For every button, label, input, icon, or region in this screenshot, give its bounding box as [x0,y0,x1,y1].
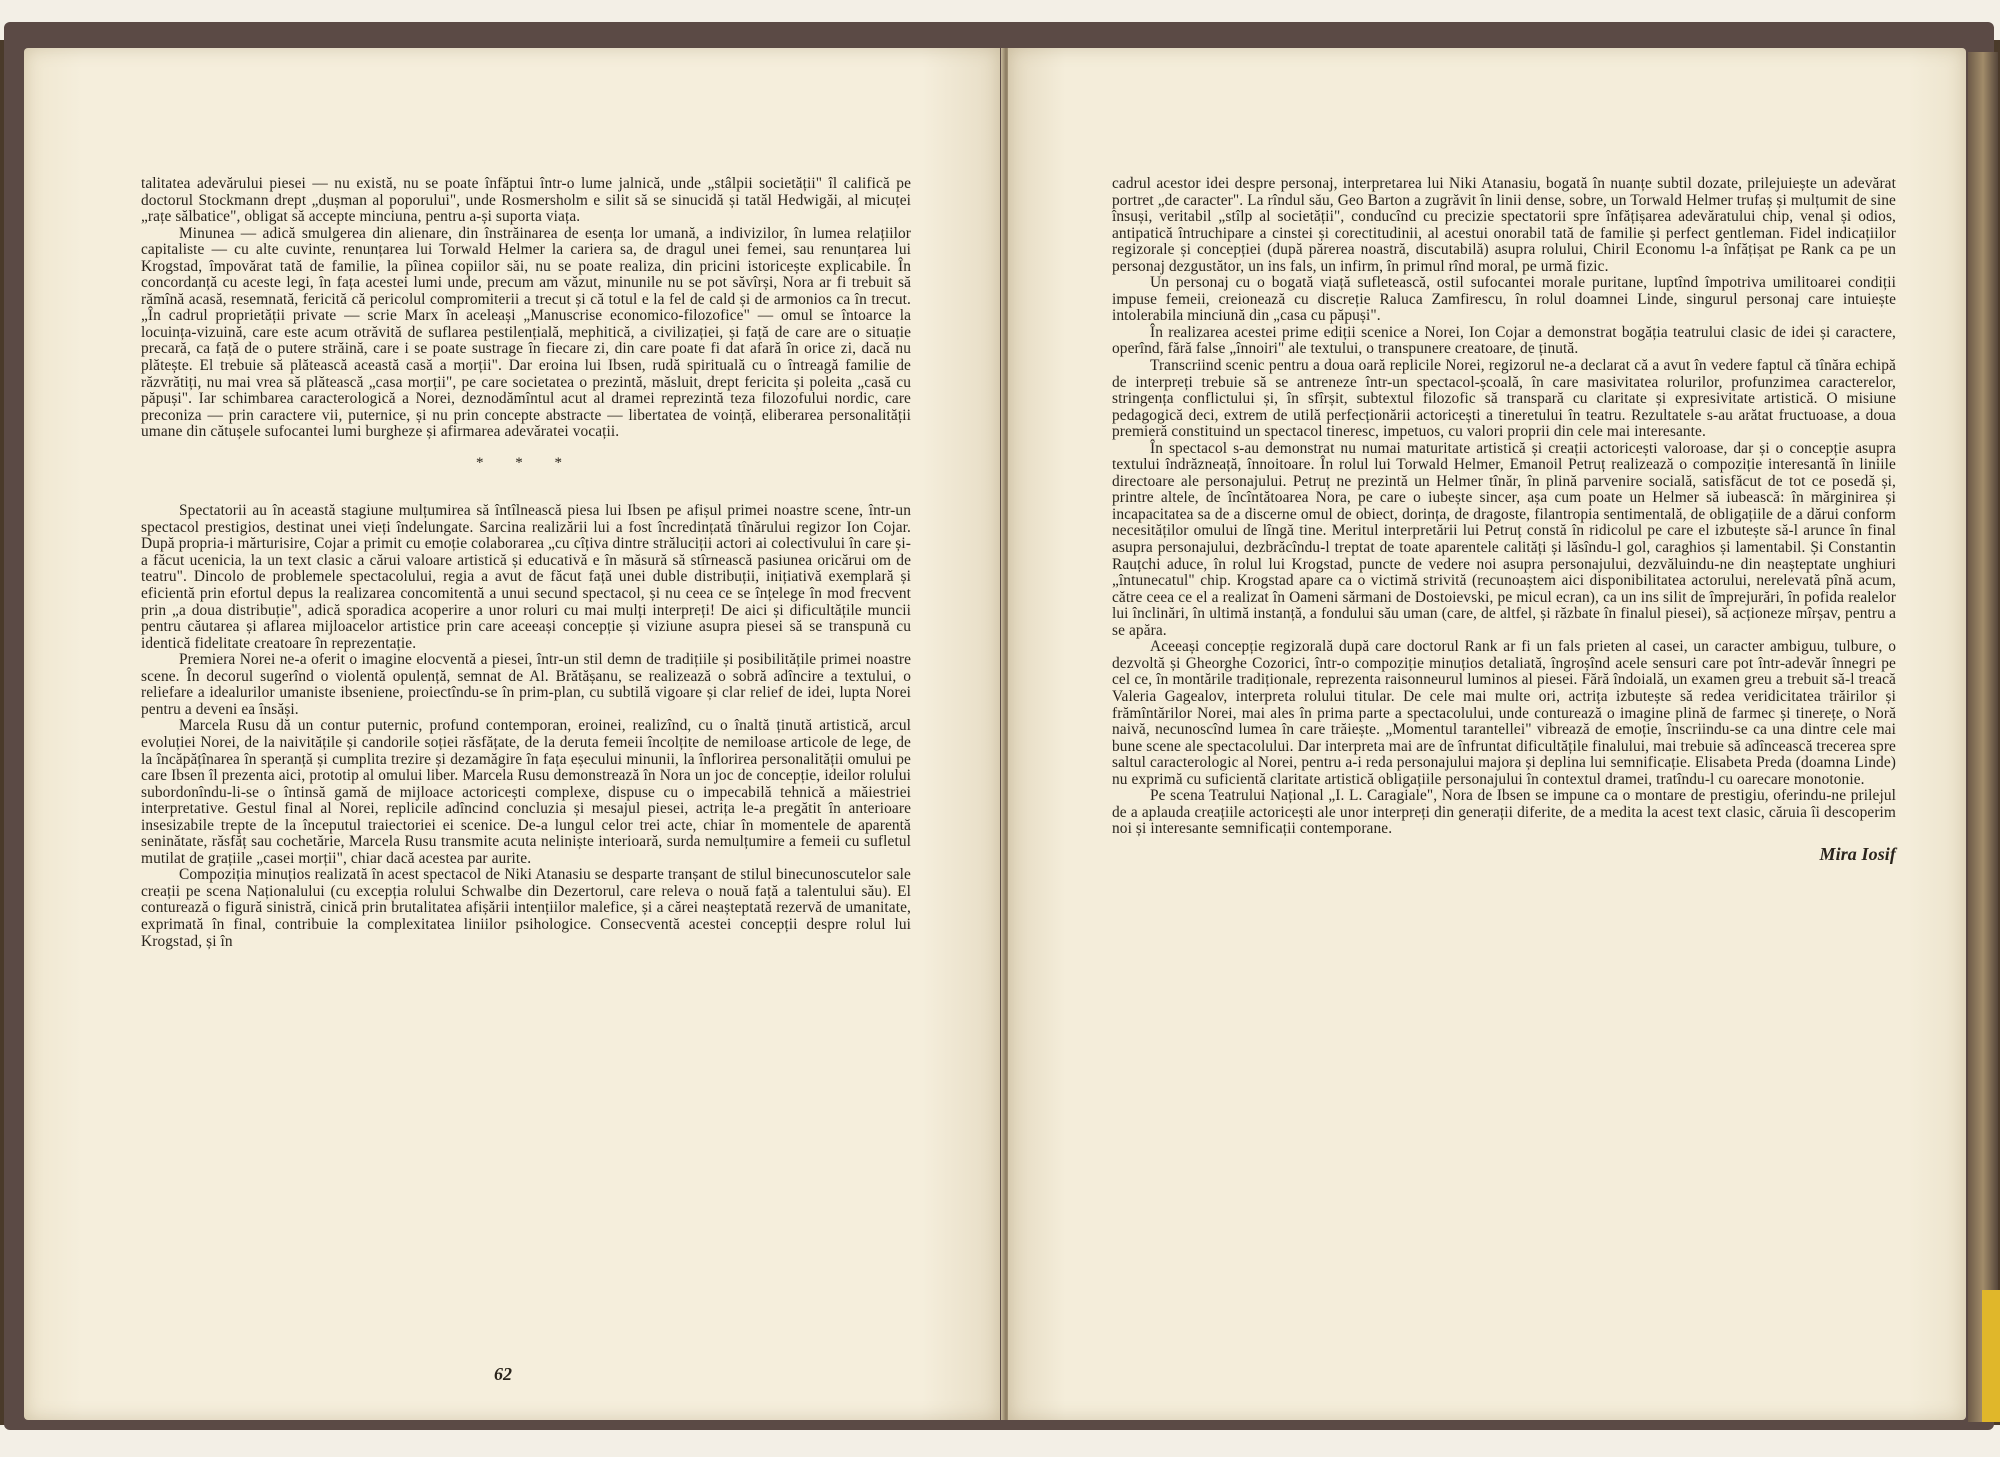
paragraph: Minunea — adică smulgerea din alienare, din înstrăinarea de esența lor umană, a indivizilor, în lumea relațiilor capitaliste — cu alte cuvinte, renunțarea lui Torwald Helmer la cariera sa, de dragul unei femei, sau renunțarea lui Krogstad, împovărat tată de familie, la pîinea copiilor săi, nu se poate realiza, din pricini istoricește explicabile. În concordanță cu aceste legi, în fața acestei lumi unde, precum am văzut, minunile nu se pot săvîrși, Nora ar fi trebuit să rămînă acasă, resemnată, fericită că pericolul compromiterii a trecut și că totul e la fel de cald și de armonios ca în trecut. „În cadrul proprietății private — scrie Marx în aceleași „Manuscrise economico-filozofice" — omul se întoarce la locuința-vizuină, care este acum otrăvită de suflarea pestilențială, mephitică, a civilizației, și față de care are o situație precară, ca față de o putere străină, care i se poate sustrage în fiecare zi, din care poate fi dat afară în orice zi, dacă nu plătește. El trebuie să plătească această casă a morții". Dar eroina lui Ibsen, rudă spirituală cu o întreagă familie de răzvrătiți, nu mai vrea să plătească „casa morții", pe care societatea o prezintă, măsluit, drept fericita și poleita „casă cu păpuși". Iar schimbarea caracterologică a Norei, deznodămîntul acut al dramei reprezintă teza filozofului nordic, care preconiza — prin caractere vii, puternice, și nu prin concepte abstracte — libertatea de voință, eliberarea personalității umane din cătușele sufocantei lumi burgheze și afirmarea adevăratei vocații. [141,224,911,441]
paragraph: În spectacol s-au demonstrat nu numai maturitate artistică și creații actoricești valoroase, dar și o concepție asupra textului îndrăzneață, înnoitoare. În rolul lui Torwald Helmer, Emanoil Petruț realizează o compoziție interesantă în liniile directoare ale personajului. Petruț ne prezintă un Helmer tînăr, în plină parvenire socială, satisfăcut de tot ce posedă și, printre altele, de încîntătoarea Nora, pe care o iubește sincer, așa cum poate un Helmer să iubească: în mărginirea și incapacitatea sa de a discerne omul de obiect, dorința, de dragoste, filantropia sentimentală, de obligațiile de a dărui conform necesităților omului de lîngă tine. Meritul interpretării lui Petruț constă în ridicolul pe care el izbutește să-l arunce în final asupra personajului, dezbrăcîndu-l treptat de toate aparentele calități și lăsîndu-l gol, caraghios și lamentabil. Și Constantin Rauțchi aduce, în rolul lui Krogstad, puncte de vedere noi asupra personajului, dezvăluindu-ne din neașteptate unghiuri „întunecatul" chip. Krogstad apare ca o victimă strivită (recunoaștem aici disponibilitatea actorului, nerelevată pînă acum, către ceea ce el a realizat în Oameni sărmani de Dostoievski, pe micul ecran), ca un ins silit de împrejurări, în pofida realelor lui înclinări, în ultimă instanță, a fondului său uman (care, de altfel, și răzbate în finalul piesei), să acționeze mîrșav, pentru a se apăra. [1112,439,1896,639]
paragraph: Spectatorii au în această stagiune mulțumirea să întîlnească piesa lui Ibsen pe afișul primei noastre scene, într-un spectacol prestigios, destinat unei vieți îndelungate. Sarcina realizării lui a fost încredințată tînărului regizor Ion Cojar. După propria-i mărturisire, Cojar a primit cu emoție colaborarea „cu cîțiva dintre străluciții actori ai colectivului în care și-a făcut ucenicia, la un text clasic a cărui valoare artistică și educativă e în măsură să stîrnească pasiunea oricărui om de teatru". Dincolo de problemele spectacolului, regia a avut de făcut față unei duble distribuții, inițiativă exemplară și eficientă prin efortul depus la realizarea concomitentă a unui secund spectacol, și nu ceea ce se înțelege în mod frecvent prin „a doua distribuție", adică sporadica acoperire a unor roluri cu mai mulți interpreți! De aici și dificultățile muncii pentru căutarea și aflarea mijloacelor artistice prin care aceeași concepție și viziune asupra piesei să se transpună cu identică fidelitate creatoare în reprezentație. [141,502,911,652]
section-separator: * * * [476,454,576,471]
left-page [24,48,1000,1420]
paragraph: Premiera Norei ne-a oferit o imagine elocventă a piesei, într-un stil demn de tradițiile și posibilitățile primei noastre scene. În decorul sugerînd o violentă opulență, semnat de Al. Brătășanu, se realizează o sobră adîncire a textului, o reliefare a idealurilor umaniste ibseniene, proiectîndu-se în prim-plan, cu subtilă vigoare și clar relief de idei, lupta Norei pentru a deveni ea însăși. [141,651,911,718]
paragraph: Pe scena Teatrului Național „I. L. Caragiale", Nora de Ibsen se impune ca o montare de prestigiu, oferindu-ne prilejul de a aplauda creațiile actoricești ale unor interpreți din generații diferite, de a medita la acest text clasic, căruia îi descoperim noi și interesante semnificații contemporane. [1112,787,1896,838]
paragraph: cadrul acestor idei despre personaj, interpretarea lui Niki Atanasiu, bogată în nuanțe subtil dozate, prilejuiește un adevărat portret „de caracter". La rîndul său, Geo Barton a zugrăvit în linii dense, sobre, un Torwald Helmer trufaș și mulțumit de sine însuși, veritabil „stîlp al societății", conducînd cu precizie spectatorii spre înfățișarea adevăratului chip, venal și odios, antipatică întruchipare a cinstei și corectitudinii, al acestui onorabil tată de familie și perfect gentleman. Fidel indicațiilor regizorale și concepției (după părerea noastră, discutabilă) asupra rolului, Chiril Economu l-a înfățișat pe Rank ca pe un personaj dezgustător, un ins fals, un infirm, în primul rînd moral, pe urmă fizic. [1112,175,1896,275]
paragraph: talitatea adevărului piesei — nu există, nu se poate înfăptui într-o lume jalnică, unde „stâlpii societății" îl califică pe doctorul Stockmann drept „dușman al poporului", unde Rosmersholm e silit să se sinucidă și tatăl Hedwigăi, al micuței „rațe sălbatice", obligat să accepte minciuna, pentru a-și suporta viața. [141,175,911,226]
paragraph: Un personaj cu o bogată viață sufletească, ostil sufocantei morale puritane, luptînd împotriva umilitoarei condiții impuse femeii, creionează cu discreție Raluca Zamfirescu, în rolul doamnei Linde, singurul personaj care intuiește intolerabila minciună din „casa cu păpuși". [1112,274,1896,325]
paragraph: În realizarea acestei prime ediții scenice a Norei, Ion Cojar a demonstrat bogăția teatrului clasic de idei și caractere, operînd, fără false „înnoiri" ale textului, o transpunere creatoare, de ținută. [1112,323,1896,358]
paragraph: Transcriind scenic pentru a doua oară replicile Norei, regizorul ne-a declarat că a avut în vedere faptul că tînăra echipă de interpreți trebuie să se antreneze într-un spectacol-școală, în care masivitatea rolurilor, profunzimea caracterelor, stringența conflictului și, în sfîrșit, subtextul filozofic să transpară cu claritate și expresivitate artistică. O misiune pedagogică deci, extrem de utilă perfecționării actoricești a tineretului în teatru. Rezultatele s-au arătat fructuoase, a doua premieră constituind un spectacol tineresc, impetuos, cu valori proprii din cele mai interesante. [1112,357,1896,441]
paragraph: Compoziția minuțios realizată în acest spectacol de Niki Atanasiu se desparte tranșant de stilul binecunoscutelor sale creații pe scena Naționalului (cu excepția rolului Schwalbe din Dezertorul, care releva o nouă față a talentului său). El conturează o figură sinistră, cinică prin brutalitatea afișării intențiilor malefice, și a cărei neașteptată rezervă de umanitate, exprimată în final, contribuie la complexitatea liniilor psihologice. Consecventă acestei concepții despre rolul lui Krogstad, și în [141,866,911,950]
open-book [4,22,1994,1430]
right-page [1008,48,1966,1420]
right-page-text [1112,176,1896,862]
author-signature: Mira Iosif [1819,843,1896,864]
paragraph: Marcela Rusu dă un contur puternic, profund contemporan, eroinei, realizînd, cu o înaltă ținută artistică, arcul evoluției Norei, de la naivitățile și candorile soției răsfățate, de la deruta femeii încolțite de nemiloase articole de lege, de la încăpățînarea în speranță și cumplita trezire și dezamăgire în fața eșecului minunii, la înflorirea personalității omului pe care Ibsen îl prezenta aici, prototip al omului liber. Marcela Rusu demonstrează în Nora un joc de concepție, ideilor rolului subordonîndu-li-se o întinsă gamă de mijloace actoricești complexe, dispuse cu o impecabilă tehnică a măiestriei interpretative. Gestul final al Norei, replicile adîncind concluzia și mesajul piesei, actrița le-a pregătit în anterioare insesizabile trepte de la începutul traiectoriei ei scenice. De-a lungul celor trei acte, chiar în momentele de aparentă seninătate, răsfăț sau cochetărie, Marcela Rusu transmite acuta neliniște interioară, surda nemulțumire a femeii cu sufletul mutilat de grațiile „casei morții", chiar dacă acestea par aurite. [141,717,911,867]
paragraph: Aceeași concepție regizorală după care doctorul Rank ar fi un fals prieten al casei, un caracter ambiguu, tulbure, o dezvoltă și Gheorghe Cozorici, într-o compoziție minuțios detaliată, îngroșînd acele sensuri care pot într-adevăr înnegri pe cel ce, în montările tradiționale, reprezenta raisonneurul luminos al piesei. Fără îndoială, un examen greu a trebuit să-l treacă Valeria Gagealov, interpreta rolului titular. De cele mai multe ori, actrița izbutește să redea veridicitatea trăirilor și frămîntărilor Norei, mai ales în prima parte a spectacolului, unde conturează o imagine plină de farmec și tinerețe, o Noră naivă, necunoscînd lumea în care trăiește. „Momentul tarantellei" vibrează de emoție, înscriindu-se ca una dintre cele mai bune scene ale spectacolului. Dar interpreta mai are de înfruntat dificultățile finalului, mai trebuie să adîncească trecerea spre saltul caracterologic al Norei, pentru a-i reda personajului majora și deplina lui semnificație. Elisabeta Preda (doamna Linde) nu exprimă cu suficientă claritate artistică obligațiile personajului în contextul dramei, tratîndu-l cu oarecare monotonie. [1112,638,1896,788]
page-edges [1968,52,1998,1422]
left-page-text [141,176,911,950]
page-number: 62 [494,1364,512,1384]
bookmark-tab [1982,1290,2000,1422]
